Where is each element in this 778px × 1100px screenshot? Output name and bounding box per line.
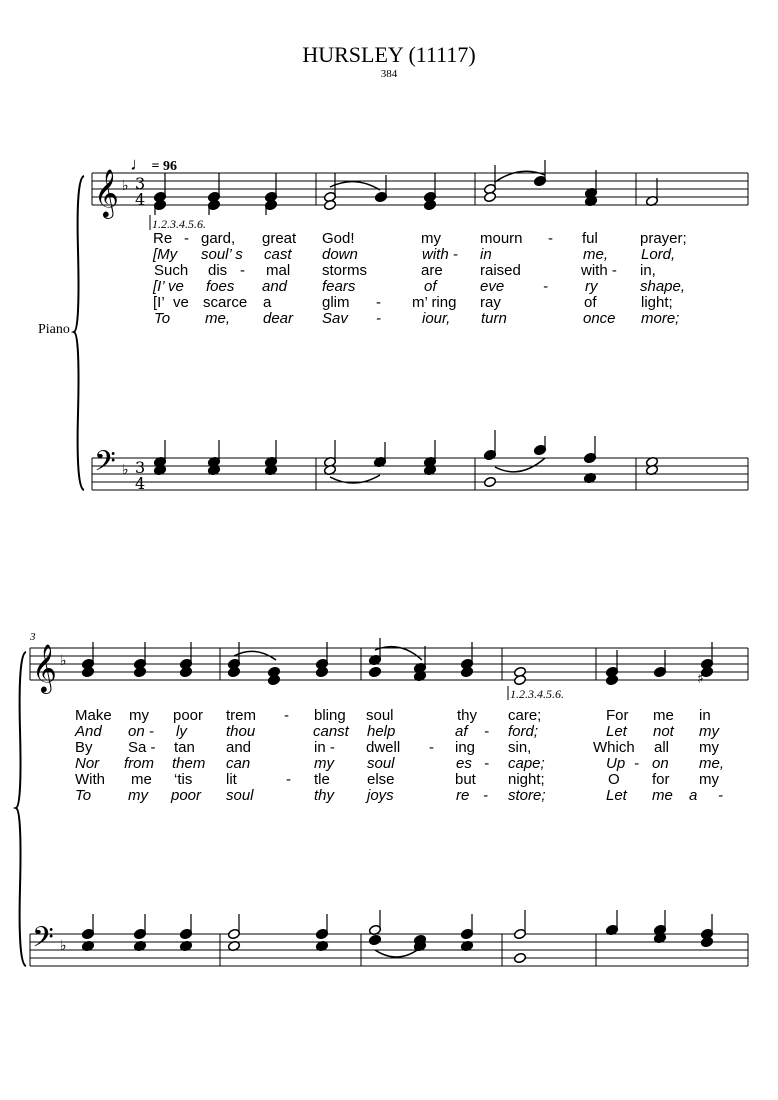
lyric-s1-v6-3: dear xyxy=(263,310,294,327)
lyric-s1-v5-10: light; xyxy=(641,294,673,311)
lyric-s2-v4-12: on xyxy=(652,755,669,772)
lyric-s2-v4-3: them xyxy=(172,755,206,772)
lyric-s2-v6-2: my xyxy=(128,787,148,804)
lyric-s2-v3-12: my xyxy=(699,739,719,756)
brace-icon xyxy=(74,176,84,490)
lyric-s1-v2-7: me, xyxy=(583,246,609,263)
lyric-s2-v4-6: soul xyxy=(367,755,395,772)
lyric-s2-v1-7: soul xyxy=(366,707,394,724)
slur xyxy=(375,647,422,660)
lyric-s2-v4-2: from xyxy=(124,755,154,772)
lyric-s1-v6-4: Sav xyxy=(322,310,348,327)
lyric-s1-v3-4: mal xyxy=(266,262,291,279)
lyric-s2-v3-3: tan xyxy=(174,739,195,756)
lyric-s2-v6-8: - xyxy=(483,787,488,804)
lyric-s2-v3-1: By xyxy=(75,739,93,756)
time-sig-bottom: 4 xyxy=(135,190,146,209)
lyric-s2-v5-12: my xyxy=(699,771,719,788)
lyric-s1-v4-8: ry xyxy=(585,278,598,295)
lyric-s2-v6-7: re xyxy=(456,787,470,804)
notehead xyxy=(605,674,618,685)
lyric-s1-v5-9: of xyxy=(584,294,597,311)
treble-clef-icon: 𝄞 xyxy=(94,168,119,217)
lyric-s1-v1-5: God! xyxy=(322,230,355,247)
lyric-s2-v6-4: soul xyxy=(226,787,254,804)
lyric-s1-v5-6: - xyxy=(376,294,381,311)
lyric-s1-v4-1: [I’ ve xyxy=(153,278,184,295)
lyric-s2-v3-7: - xyxy=(429,739,434,756)
lyric-s2-v2-6: help xyxy=(367,723,396,740)
brace-icon xyxy=(16,652,26,966)
notehead xyxy=(368,934,381,945)
lyric-s2-v5-6: tle xyxy=(314,771,330,788)
lyric-s2-v2-3: ly xyxy=(176,723,187,740)
time-sig-top: 3 xyxy=(135,458,146,477)
lyric-s2-v2-10: Let xyxy=(606,723,627,740)
notehead xyxy=(513,952,526,963)
lyric-s2-v4-7: es xyxy=(456,755,472,772)
lyric-s1-v6-8: once xyxy=(583,310,616,327)
lyric-s2-v3-2: Sa - xyxy=(128,739,156,756)
lyric-s1-v5-8: ray xyxy=(480,294,501,311)
verse-marker-1: 1.2.3.4.5.6. xyxy=(152,217,206,231)
lyric-s2-v2-4: thou xyxy=(226,723,256,740)
lyric-s1-v1-1: Re xyxy=(153,230,173,247)
notehead xyxy=(423,199,436,210)
lyric-s2-v6-6: joys xyxy=(367,787,394,804)
lyric-s1-v1-3: gard, xyxy=(201,230,236,247)
lyric-s1-v3-2: dis xyxy=(208,262,228,279)
lyric-s2-v5-2: me xyxy=(131,771,152,788)
notehead xyxy=(513,674,526,685)
slur xyxy=(495,458,545,472)
lyric-s1-v4-6: eve xyxy=(480,278,505,295)
flat-icon: ♭ xyxy=(60,653,67,669)
lyric-s2-v5-8: but xyxy=(455,771,476,788)
lyric-s2-v4-11: - xyxy=(634,755,639,772)
lyric-s2-v5-4: lit xyxy=(226,771,237,788)
lyric-s1-v3-5: storms xyxy=(322,262,367,279)
lyric-s2-v6-12: a xyxy=(689,787,698,804)
lyric-s2-v3-10: Which xyxy=(593,739,635,756)
notehead xyxy=(483,191,496,202)
lyric-s1-v4-7: - xyxy=(543,278,548,295)
lyric-s1-v2-6: in xyxy=(480,246,492,263)
time-sig-bottom: 4 xyxy=(135,474,146,493)
lyric-s2-v3-11: all xyxy=(654,739,670,756)
lyric-s2-v4-1: Nor xyxy=(75,755,100,772)
notehead xyxy=(700,936,713,947)
slur xyxy=(375,948,420,957)
lyric-s1-v3-8: with - xyxy=(581,262,617,279)
lyric-s1-v5-3: scarce xyxy=(203,294,248,311)
lyric-s1-v1-7: mourn xyxy=(480,230,523,247)
lyric-s2-v5-3: ‘tis xyxy=(174,771,193,788)
lyric-s1-v5-2: ve xyxy=(173,294,189,311)
song-title: HURSLEY (11117) xyxy=(302,42,476,67)
lyric-s2-v5-11: for xyxy=(652,771,670,788)
lyric-s1-v6-7: turn xyxy=(481,310,507,327)
lyric-s1-v4-2: foes xyxy=(206,278,235,295)
lyric-s1-v5-4: a xyxy=(263,294,272,311)
sharp-icon: ♯ xyxy=(697,671,704,687)
quarter-note-icon: ♩ xyxy=(130,154,148,174)
lyric-s1-v6-1: To xyxy=(154,310,171,327)
lyric-s1-v3-1: Such xyxy=(154,262,189,279)
lyric-s2-v6-11: me xyxy=(652,787,673,804)
notehead xyxy=(133,666,146,677)
time-sig-top: 3 xyxy=(135,174,146,193)
notehead xyxy=(227,666,240,677)
lyric-s1-v1-10: prayer; xyxy=(640,230,687,247)
lyric-s1-v1-2: - xyxy=(184,230,189,247)
notehead xyxy=(368,666,381,677)
lyric-s2-v1-6: bling xyxy=(314,707,346,724)
lyric-s2-v1-2: my xyxy=(129,707,149,724)
notehead xyxy=(460,666,473,677)
lyric-s2-v2-12: my xyxy=(699,723,719,740)
lyric-s1-v3-7: raised xyxy=(480,262,521,279)
lyric-s1-v3-9: in, xyxy=(640,262,656,279)
notehead xyxy=(483,476,496,487)
lyric-s1-v6-2: me, xyxy=(205,310,231,327)
lyric-s2-v5-5: - xyxy=(286,771,291,788)
lyric-s1-v1-4: great xyxy=(262,230,297,247)
lyric-s2-v2-11: not xyxy=(653,723,674,740)
lyric-s2-v1-10: For xyxy=(606,707,629,724)
lyric-s2-v1-12: in xyxy=(699,707,711,724)
lyric-s1-v1-9: ful xyxy=(582,230,598,247)
lyric-s1-v2-1: [My xyxy=(153,246,178,263)
lyric-s1-v1-8: - xyxy=(548,230,553,247)
lyric-s1-v2-2: soul’ s xyxy=(201,246,243,263)
lyric-s2-v6-10: Let xyxy=(606,787,627,804)
lyric-s2-v3-6: dwell xyxy=(366,739,401,756)
lyric-s2-v6-9: store; xyxy=(508,787,546,804)
flat-icon: ♭ xyxy=(122,462,129,478)
lyric-s2-v3-4: and xyxy=(226,739,252,756)
notehead xyxy=(179,666,192,677)
lyric-s2-v6-13: - xyxy=(718,787,723,804)
lyric-s2-v2-2: on - xyxy=(128,723,154,740)
lyric-s1-v2-4: down xyxy=(322,246,358,263)
lyric-s1-v5-7: m’ ring xyxy=(412,294,457,311)
lyric-s2-v4-13: me, xyxy=(699,755,725,772)
lyric-s2-v1-11: me xyxy=(653,707,674,724)
verse-marker-2: 1.2.3.4.5.6. xyxy=(510,687,564,701)
lyric-s2-v3-5: in - xyxy=(314,739,335,756)
flat-icon: ♭ xyxy=(60,938,67,954)
lyric-s1-v2-8: Lord, xyxy=(641,246,676,263)
tempo-bpm: = 96 xyxy=(151,159,177,174)
bass-clef-icon: 𝄢 xyxy=(94,445,116,485)
lyric-s1-v6-6: iour, xyxy=(422,310,451,327)
lyric-s2-v6-5: thy xyxy=(314,787,335,804)
lyric-s1-v2-3: cast xyxy=(264,246,292,263)
treble-clef-icon: 𝄞 xyxy=(32,643,57,692)
bass-clef-icon: 𝄢 xyxy=(32,921,54,961)
lyric-s2-v4-8: - xyxy=(484,755,489,772)
lyric-s2-v2-9: ford; xyxy=(508,723,539,740)
notehead xyxy=(81,666,94,677)
lyric-s2-v6-1: To xyxy=(75,787,92,804)
lyric-s2-v2-8: - xyxy=(484,723,489,740)
notehead xyxy=(323,199,336,210)
lyric-s1-v1-6: my xyxy=(421,230,441,247)
lyric-s1-v4-3: and xyxy=(262,278,288,295)
lyric-s2-v1-5: - xyxy=(284,707,289,724)
song-number: 384 xyxy=(380,68,398,80)
lyric-s1-v2-5: with - xyxy=(422,246,458,263)
lyric-s2-v2-7: af xyxy=(455,723,468,740)
lyric-s2-v1-1: Make xyxy=(75,707,112,724)
instrument-label: Piano xyxy=(38,322,70,337)
lyric-s2-v6-3: poor xyxy=(171,787,202,804)
lyric-s2-v4-9: cape; xyxy=(508,755,545,772)
lyric-s1-v6-5: - xyxy=(376,310,381,327)
notehead xyxy=(267,674,280,685)
lyric-s2-v5-1: With xyxy=(75,771,105,788)
lyric-s2-v5-10: O xyxy=(608,771,620,788)
lyric-s2-v1-9: care; xyxy=(508,707,542,724)
measure-number: 3 xyxy=(30,631,36,643)
lyric-s1-v3-3: - xyxy=(240,262,245,279)
lyric-s2-v3-9: sin, xyxy=(508,739,532,756)
lyric-s2-v4-10: Up xyxy=(606,755,626,772)
lyric-s2-v5-9: night; xyxy=(508,771,545,788)
lyric-s1-v5-5: glim xyxy=(322,294,350,311)
lyric-s2-v5-7: else xyxy=(367,771,395,788)
lyric-s1-v4-4: fears xyxy=(322,278,356,295)
flat-icon: ♭ xyxy=(122,178,129,194)
lyric-s1-v6-9: more; xyxy=(641,310,680,327)
lyric-s2-v2-5: canst xyxy=(313,723,349,740)
notehead xyxy=(315,666,328,677)
lyric-s2-v1-3: poor xyxy=(173,707,204,724)
lyric-s2-v3-8: ing xyxy=(455,739,476,756)
lyric-s2-v4-5: my xyxy=(314,755,334,772)
lyric-s1-v5-1: [I’ xyxy=(153,294,165,311)
lyric-s2-v4-4: can xyxy=(226,755,251,772)
lyric-s2-v1-8: thy xyxy=(457,707,478,724)
lyric-s2-v2-1: And xyxy=(75,723,102,740)
lyric-s1-v4-9: shape, xyxy=(640,278,686,295)
lyric-s2-v1-4: trem xyxy=(226,707,256,724)
lyric-s1-v4-5: of xyxy=(424,278,437,295)
lyric-s1-v3-6: are xyxy=(421,262,443,279)
